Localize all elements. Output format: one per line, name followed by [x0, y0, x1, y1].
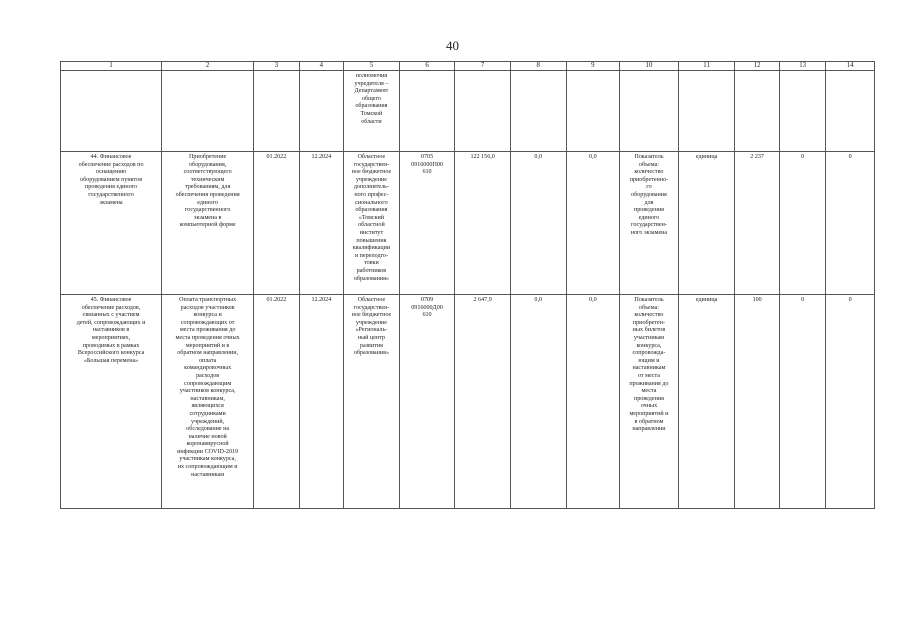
- table-cell: [61, 71, 162, 152]
- table-cell: [826, 71, 875, 152]
- column-number: 11: [678, 62, 735, 71]
- table-cell: 100: [735, 295, 779, 509]
- table-row: [61, 295, 875, 509]
- column-number: 14: [826, 62, 875, 71]
- table-cell: Показатель объема: количество приобретенно- го оборудования для проведения единого государствен- ного экзамена: [620, 152, 679, 295]
- table-cell: полномочия учредителя – Департамент общего образования Томской области: [344, 71, 400, 152]
- column-number: 10: [620, 62, 679, 71]
- column-number: 2: [162, 62, 254, 71]
- table-cell: единица: [678, 152, 735, 295]
- table-cell: [162, 71, 254, 152]
- table-cell: [399, 71, 455, 152]
- table-cell: 44. Финансовое обеспечение расходов по оснащению оборудованием пунктов проведения единого государственного экзамена: [61, 152, 162, 295]
- page-number: 40: [446, 38, 459, 53]
- table-cell: 45. Финансовое обеспечение расходов, связанных с участием детей, сопровождающих и наставников в мероприятиях, проводимых в рамках Всероссийского конкурса «Большая перемена»: [61, 295, 162, 509]
- table-cell: 0: [779, 152, 826, 295]
- table-cell: [735, 71, 779, 152]
- table-cell: 0: [826, 152, 875, 295]
- table-cell: 122 156,0: [455, 152, 511, 295]
- table-cell: 0: [826, 295, 875, 509]
- table-cell: 0: [779, 295, 826, 509]
- table-cell: 0,0: [510, 295, 566, 509]
- table-cell: 12.2024: [299, 152, 343, 295]
- table-cell: [566, 71, 620, 152]
- table-row: [61, 71, 875, 152]
- table-cell: 0,0: [566, 295, 620, 509]
- table-cell: 0709 0916000Д00 610: [399, 295, 455, 509]
- table-cell: 01.2022: [254, 152, 300, 295]
- column-number: 8: [510, 62, 566, 71]
- table-cell: 0,0: [510, 152, 566, 295]
- table-cell: [779, 71, 826, 152]
- column-number: 7: [455, 62, 511, 71]
- table-cell: Показатель объема: количество приобретен- ных билетов участникам конкурса, сопровожда- ющим и наставникам от места проживания до места проведения очных мероприятий и в обратном направлении: [620, 295, 679, 509]
- table-cell: Областное государствен- ное бюджетное учреждение дополнитель- ного профес- сионального образования «Томский областной институт повышения квалификации и переподго- товки работников образования»: [344, 152, 400, 295]
- table-cell: [510, 71, 566, 152]
- column-number: 5: [344, 62, 400, 71]
- table-cell: 0,0: [566, 152, 620, 295]
- table-cell: Областное государствен- ное бюджетное учреждение «Региональ- ный центр развития образования»: [344, 295, 400, 509]
- table-cell: [620, 71, 679, 152]
- column-number: 6: [399, 62, 455, 71]
- table-cell: 12.2024: [299, 295, 343, 509]
- table-cell: Приобретение оборудования, соответствующего техническим требованиям, для обеспечения проведения единого государственного экзамена в компьютерной форме: [162, 152, 254, 295]
- table-row: [61, 152, 875, 295]
- table-cell: Оплата транспортных расходов участников конкурса и сопровождающих от места проживания до места проведения очных мероприятий и в обратном направлении, оплата командировочных расходов сопровождающим участников конкурса, наставникам, являющихся сотрудниками учреждений, обследование на наличие новой коронавирусной инфекции COVID-2019 участникам конкурса, их сопровождающим и наставникам: [162, 295, 254, 509]
- column-number: 3: [254, 62, 300, 71]
- column-number: 4: [299, 62, 343, 71]
- column-number: 9: [566, 62, 620, 71]
- table-cell: [254, 71, 300, 152]
- table-cell: [678, 71, 735, 152]
- table-cell: [455, 71, 511, 152]
- column-number: 12: [735, 62, 779, 71]
- data-table: [60, 61, 875, 509]
- table-cell: 2 237: [735, 152, 779, 295]
- column-number: 1: [61, 62, 162, 71]
- column-number: 13: [779, 62, 826, 71]
- column-number-row: [61, 62, 875, 71]
- table-cell: 2 647,9: [455, 295, 511, 509]
- table-cell: 0705 0916000П00 610: [399, 152, 455, 295]
- table-cell: 01.2022: [254, 295, 300, 509]
- table-cell: единица: [678, 295, 735, 509]
- table-cell: [299, 71, 343, 152]
